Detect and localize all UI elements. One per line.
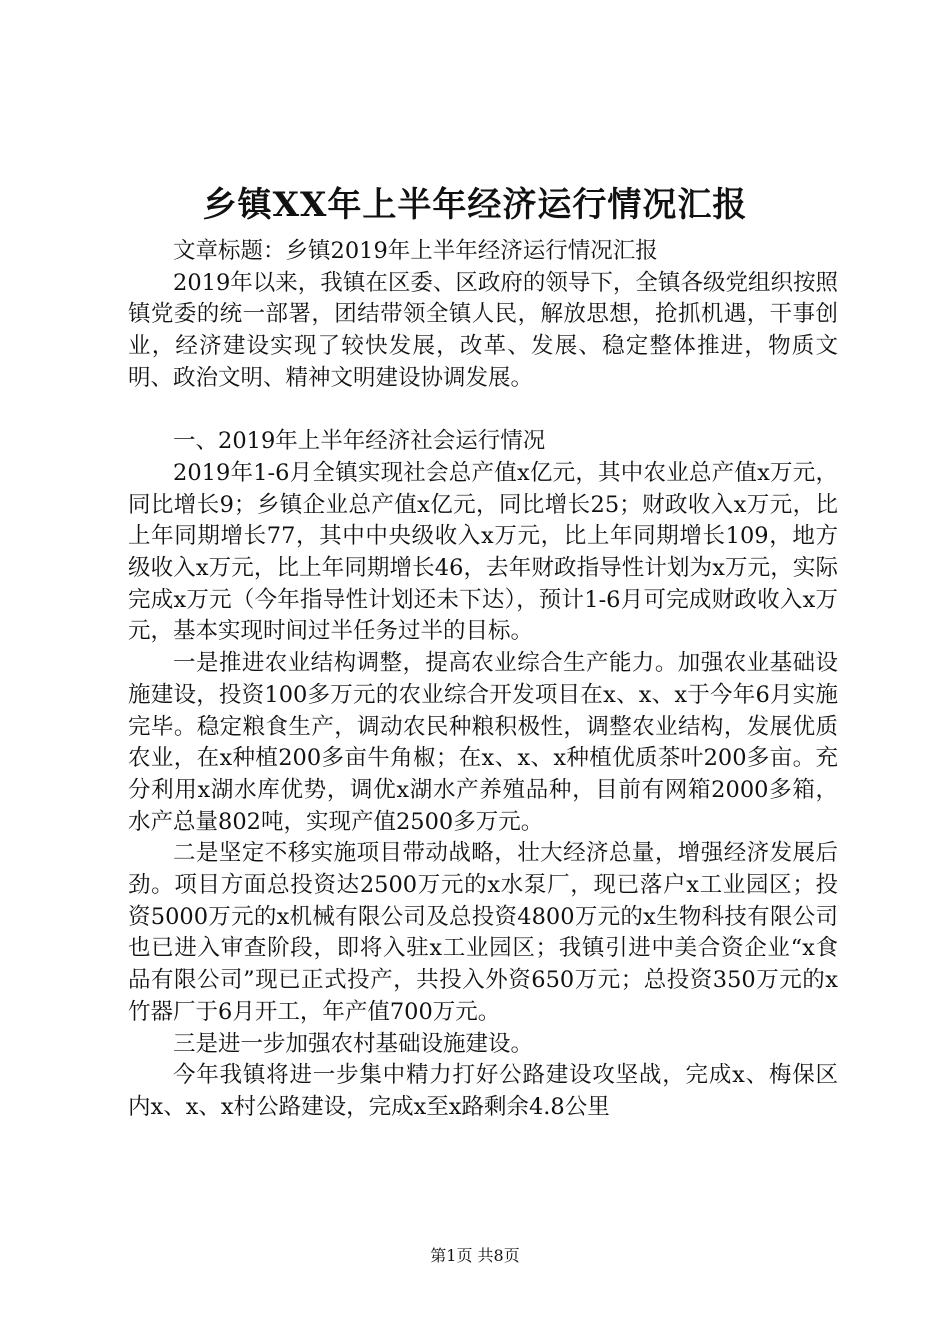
article-title-line: 文章标题：乡镇2019年上半年经济运行情况汇报 — [173, 238, 658, 264]
economy-summary-paragraph: 2019年1-6月全镇实现社会总产值x亿元，其中农业总产值x万元，同比增长9；乡镇企业总产值x亿元，同比增长25；财政收入x万元，比上年同期增长77，其中中央级收入x万元，比上年同期增长109，地方级收入x万元，比上年同期增长46，去年财政指导性计划为x万元，实际完成x万元（今年指导性计划还未下达），预计1-6月可完成财政收入x万元，基本实现时间过半任务过半的目标。 — [128, 459, 838, 645]
intro-paragraph: 2019年以来，我镇在区委、区政府的领导下，全镇各级党组织按照镇党委的统一部署，团结带领全镇人民，解放思想，抢抓机遇，干事创业，经济建设实现了较快发展，改革、发展、稳定整体推进，物质文明、政治文明、精神文明建设协调发展。 — [128, 269, 838, 391]
section-heading: 一、2019年上半年经济社会运行情况 — [173, 428, 546, 455]
page-footer: 第1页 共8页 — [430, 1246, 520, 1265]
document-title: 乡镇XX年上半年经济运行情况汇报 — [202, 185, 748, 225]
document-body — [128, 236, 838, 1124]
projects-paragraph: 二是坚定不移实施项目带动战略，壮大经济总量，增强经济发展后劲。项目方面总投资达2500万元的x水泵厂，现已落户x工业园区；投资5000万元的x机械有限公司及总投资4800万元的x生物科技有限公司也已进入审查阶段，即将入驻x工业园区；我镇引进中美合资企业“x食品有限公司”现已正式投产，共投入外资650万元；总投资350万元的x竹器厂于6月开工，年产值700万元。 — [128, 840, 838, 1025]
infrastructure-heading: 三是进一步加强农村基础设施建设。 — [173, 1030, 534, 1057]
agriculture-paragraph: 一是推进农业结构调整，提高农业综合生产能力。加强农业基础设施建设，投资100多万元的农业综合开发项目在x、x、x于今年6月实施完毕。稳定粮食生产，调动农民种粮积极性，调整农业结构，发展优质农业，在x种植200多亩牛角椒；在x、x、x种植优质茶叶200多亩。充分利用x湖水库优势，调优x湖水产养殖品种，目前有网箱2000多箱，水产总量802吨，实现产值2500多万元。 — [128, 650, 838, 835]
roads-paragraph: 今年我镇将进一步集中精力打好公路建设攻坚战，完成x、梅保区内x、x、x村公路建设，完成x至x路剩余4.8公里 — [128, 1062, 838, 1120]
